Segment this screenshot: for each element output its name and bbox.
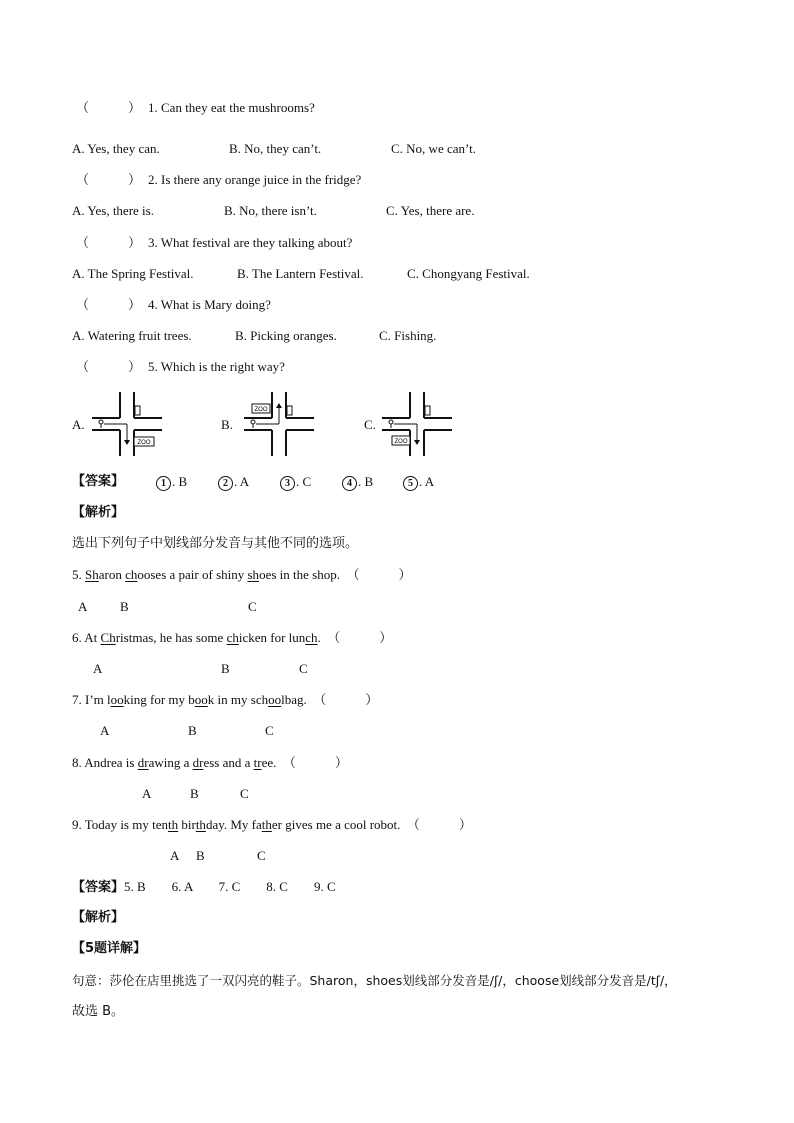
- q4-option-a: A. Watering fruit trees.: [72, 328, 192, 343]
- svg-text:ZOO: ZOO: [394, 439, 408, 445]
- answer-line-2: [72, 879, 336, 896]
- q1-option-c: C. No, we can’t.: [391, 141, 476, 156]
- q5-option-c-label: C.: [364, 417, 376, 432]
- q2-paren: （ ）: [76, 172, 142, 187]
- q3-paren: （ ）: [76, 235, 142, 250]
- q3-option-b: B. The Lantern Festival.: [237, 266, 364, 281]
- phonics-q7-text: 7. I’m looking for my book in my schoolbag. （ ）: [72, 692, 379, 707]
- q3-option-a: A. The Spring Festival.: [72, 266, 194, 281]
- map-c-image: [380, 392, 456, 456]
- q2-option-c: C. Yes, there are.: [386, 203, 475, 218]
- phonics-q5-letter-a: A: [78, 599, 88, 614]
- q5-option-b-label: B.: [221, 417, 233, 432]
- answer-item-5: 5 . A: [403, 474, 434, 491]
- phonics-q8-text: 8. Andrea is drawing a dress and a tree. （ ）: [72, 755, 348, 770]
- q1-text: 1. Can they eat the mushrooms?: [148, 100, 315, 115]
- q1-option-b: B. No, they can’t.: [229, 141, 322, 156]
- map-a-image: [90, 392, 166, 456]
- q5-option-a-label: A.: [72, 417, 85, 432]
- answer-values-2: 5. B 6. A 7. C 8. C 9. C: [124, 879, 336, 894]
- q2-option-b: B. No, there isn’t.: [224, 203, 317, 218]
- svg-text:ZOO: ZOO: [254, 407, 268, 413]
- answer-label-1: 【答案】: [72, 474, 125, 489]
- q1-paren: （ ）: [76, 100, 142, 115]
- map-b-image: [242, 392, 318, 456]
- phonics-q6-letter-c: C: [299, 661, 308, 676]
- phonics-q5-letter-b: B: [120, 599, 129, 614]
- phonics-q6-letter-a: A: [93, 661, 103, 676]
- phonics-q7-letter-b: B: [188, 723, 197, 738]
- phonics-q6-text: 6. At Christmas, he has some chicken for lunch. （ ）: [72, 630, 393, 645]
- detail-label: 【5题详解】: [72, 941, 147, 956]
- phonics-q7-letter-c: C: [265, 723, 274, 738]
- phonics-q6-letter-b: B: [221, 661, 230, 676]
- answer-item-4: 4 . B: [342, 474, 373, 491]
- svg-text:ZOO: ZOO: [137, 440, 151, 446]
- q4-option-b: B. Picking oranges.: [235, 328, 337, 343]
- phonics-q8-letter-b: B: [190, 786, 199, 801]
- phonics-q5-letter-c: C: [248, 599, 257, 614]
- q2-option-a: A. Yes, there is.: [72, 203, 154, 218]
- phonics-q9-letter-a: A: [170, 848, 180, 863]
- detail-line-2: 故选 B。: [72, 1004, 125, 1019]
- phonics-q9-letter-b: B: [196, 848, 205, 863]
- analysis-label-2: 【解析】: [72, 910, 125, 925]
- answer-label-2: 【答案】: [72, 880, 125, 895]
- q5-text: 5. Which is the right way?: [148, 359, 285, 374]
- phonics-q9-text: 9. Today is my tenth birthday. My father gives me a cool robot. （ ）: [72, 817, 472, 832]
- q3-option-c: C. Chongyang Festival.: [407, 266, 530, 281]
- phonics-q8-letter-a: A: [142, 786, 152, 801]
- phonics-q8-letter-c: C: [240, 786, 249, 801]
- q5-paren: （ ）: [76, 359, 142, 374]
- answer-item-1: 1 . B: [156, 474, 187, 491]
- analysis-label-1: 【解析】: [72, 505, 125, 520]
- q4-paren: （ ）: [76, 297, 142, 312]
- phonics-q5-text: 5. Sharon chooses a pair of shiny shoes in the shop. （ ）: [72, 567, 412, 582]
- instruction: 选出下列句子中划线部分发音与其他不同的选项。: [72, 536, 359, 551]
- answer-item-2: 2 . A: [218, 474, 249, 491]
- phonics-q7-letter-a: A: [100, 723, 110, 738]
- q3-text: 3. What festival are they talking about?: [148, 235, 353, 250]
- q2-text: 2. Is there any orange juice in the fridge?: [148, 172, 362, 187]
- q4-text: 4. What is Mary doing?: [148, 297, 271, 312]
- detail-line-1: 句意：莎伦在店里挑选了一双闪亮的鞋子。Sharon，shoes划线部分发音是/ʃ/，choose划线部分发音是/tʃ/，: [72, 973, 677, 988]
- q1-option-a: A. Yes, they can.: [72, 141, 160, 156]
- phonics-q9-letter-c: C: [257, 848, 266, 863]
- answer-item-3: 3 . C: [280, 474, 311, 491]
- q4-option-c: C. Fishing.: [379, 328, 437, 343]
